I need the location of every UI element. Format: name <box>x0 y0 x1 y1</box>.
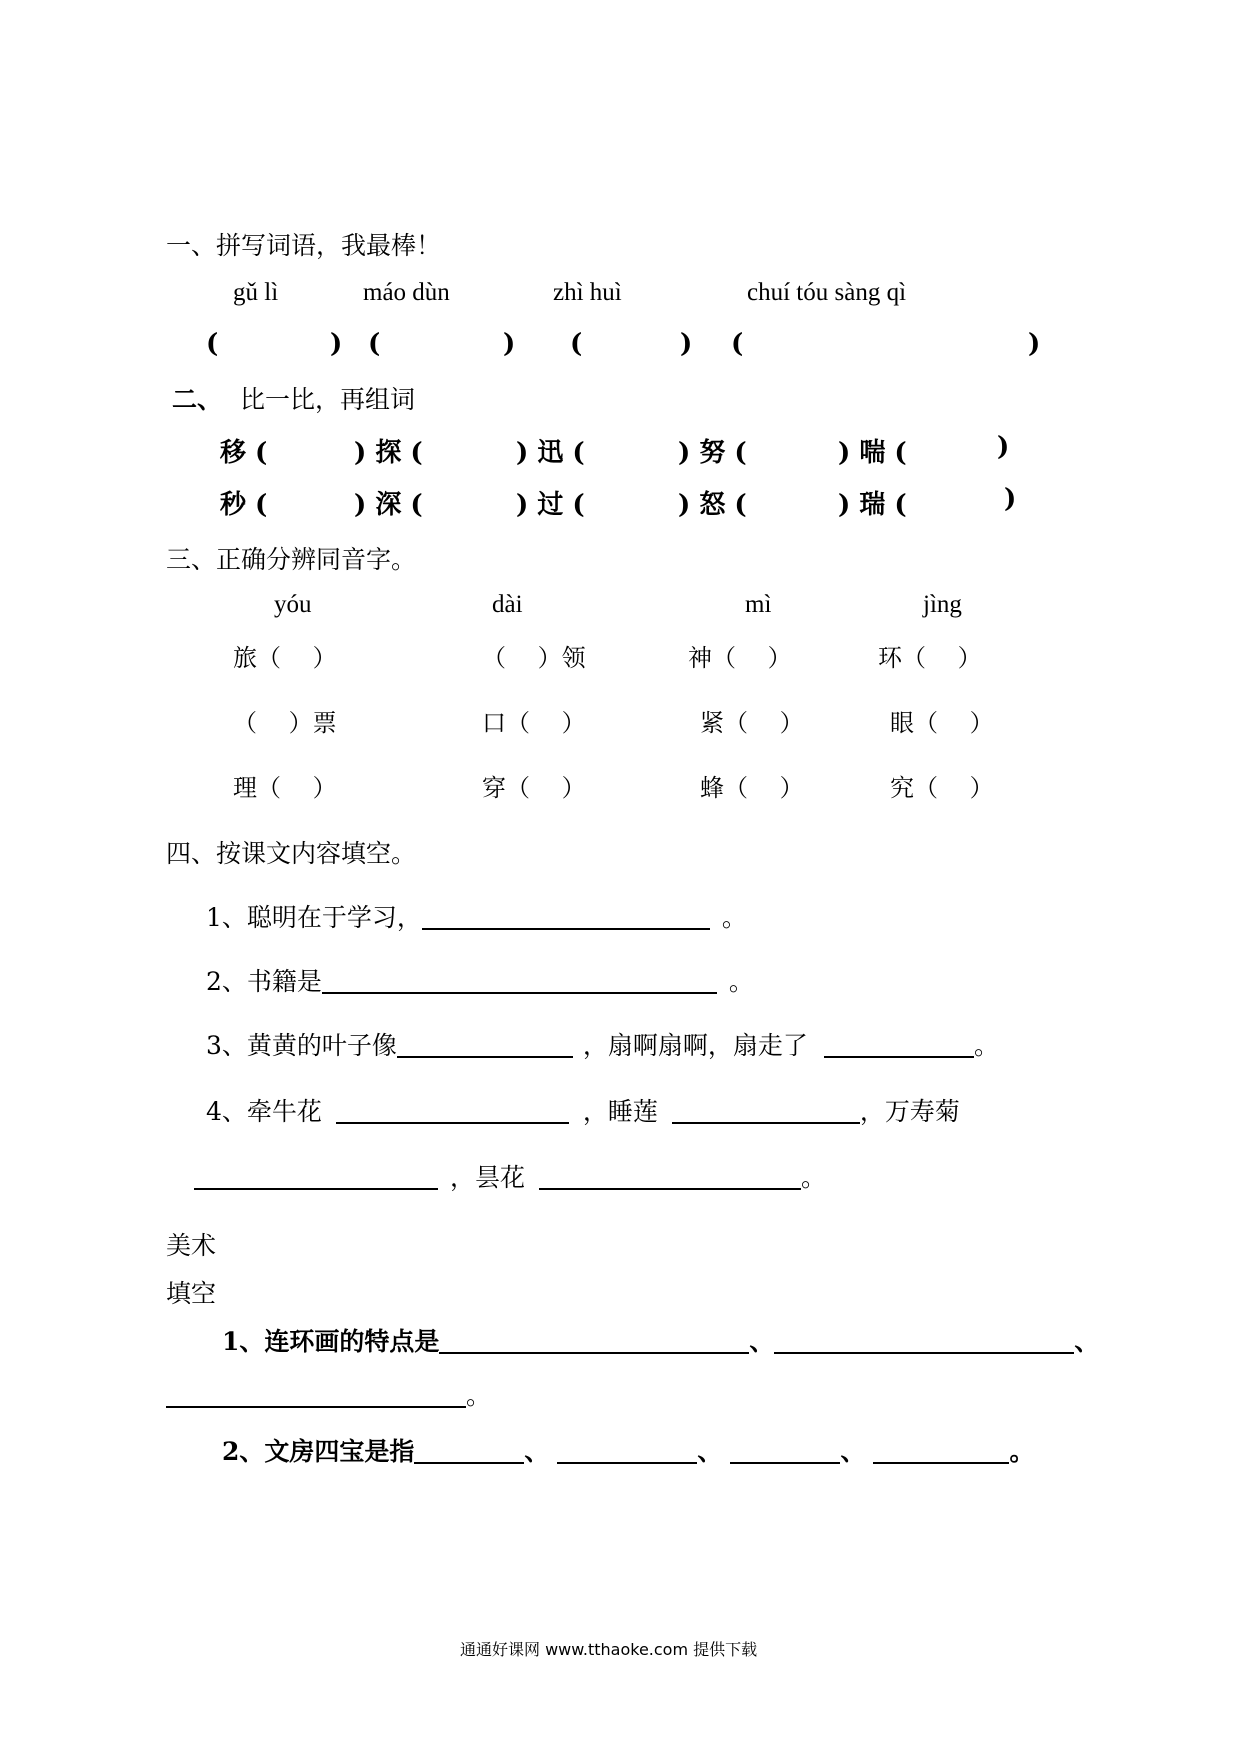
fill-question-4-text-d: ，昙花 <box>450 1163 526 1192</box>
compare-1-4: ) 努 ( <box>678 438 747 468</box>
art-question-2 <box>222 1432 1034 1468</box>
paren-close-2: ) <box>503 329 516 359</box>
page-footer: 通通好课网 www.tthaoke.com 提供下载 <box>460 1640 758 1659</box>
section-3-heading: 三、正确分辨同音字。 <box>166 545 417 574</box>
compare-1-2: ) 探 ( <box>354 438 423 468</box>
fill-question-3-text-b: ，扇啊扇啊，扇走了 <box>582 1031 808 1060</box>
homophone-3-1: 神（ ） <box>688 644 792 672</box>
answer-blank[interactable] <box>194 1162 438 1190</box>
compare-1-5: ) 喘 ( <box>838 438 907 468</box>
paren-close-3: ) <box>680 329 693 359</box>
paren-open-4: ( <box>731 329 744 359</box>
fill-question-2 <box>206 962 754 998</box>
homophone-1-1: 旅（ ） <box>233 644 337 672</box>
answer-blank[interactable] <box>422 902 710 930</box>
homophone-2-2: 口（ ） <box>482 709 586 737</box>
homophone-pinyin-1: yóu <box>274 591 312 618</box>
section-2-heading: 比一比，再组词 <box>240 385 416 414</box>
homophone-4-1: 环（ ） <box>878 644 982 672</box>
answer-blank[interactable] <box>539 1162 801 1190</box>
art-question-2-text: 2、文房四宝是指 <box>222 1437 415 1466</box>
pinyin-4: chuí tóu sàng qì <box>747 279 907 306</box>
compare-1-6: ) <box>997 432 1010 462</box>
homophone-4-3: 究（ ） <box>890 774 994 802</box>
answer-blank[interactable] <box>397 1030 573 1058</box>
fill-question-1 <box>206 898 747 934</box>
homophone-3-3: 蜂（ ） <box>700 774 804 802</box>
art-question-1 <box>222 1322 1099 1358</box>
fill-question-1-end: 。 <box>721 903 747 932</box>
art-question-1-end: 。 <box>466 1381 492 1410</box>
answer-blank[interactable] <box>414 1436 524 1464</box>
answer-blank[interactable] <box>774 1326 1074 1354</box>
paren-open-1: ( <box>206 329 219 359</box>
fill-question-4-end: 。 <box>801 1163 827 1192</box>
fill-question-3-text-a: 3、黄黄的叶子像 <box>206 1031 397 1060</box>
homophone-1-2: （ ）票 <box>233 709 337 737</box>
fill-question-2-end: 。 <box>728 967 754 996</box>
fill-question-4-text-c: ，万寿菊 <box>859 1097 960 1126</box>
section-2-number: 二、 <box>172 385 223 414</box>
answer-blank[interactable] <box>730 1436 840 1464</box>
fill-question-3 <box>206 1026 999 1062</box>
homophone-2-1: （ ）领 <box>482 644 586 672</box>
paren-open-2: ( <box>368 329 381 359</box>
art-separator: 、 <box>697 1437 723 1466</box>
art-question-1-text: 1、连环画的特点是 <box>222 1327 440 1356</box>
compare-2-1: 秒 ( <box>220 490 268 520</box>
answer-blank[interactable] <box>557 1436 697 1464</box>
homophone-pinyin-4: jìng <box>923 591 962 618</box>
homophone-pinyin-3: mì <box>745 591 772 618</box>
section-4-heading: 四、按课文内容填空。 <box>166 839 417 868</box>
fill-question-4-text-a: 4、牵牛花 <box>206 1097 322 1126</box>
art-separator: 、 <box>749 1327 775 1356</box>
answer-blank[interactable] <box>824 1030 974 1058</box>
answer-blank[interactable] <box>336 1096 569 1124</box>
fill-question-4-cont <box>194 1158 826 1194</box>
art-question-1-cont <box>166 1376 491 1412</box>
fill-question-4 <box>206 1092 960 1128</box>
answer-blank[interactable] <box>439 1326 749 1354</box>
compare-2-2: ) 深 ( <box>354 490 423 520</box>
answer-blank[interactable] <box>166 1380 466 1408</box>
fill-question-2-text: 2、书籍是 <box>206 967 322 996</box>
compare-2-4: ) 怒 ( <box>678 490 747 520</box>
homophone-2-3: 穿（ ） <box>482 774 586 802</box>
pinyin-2: máo dùn <box>363 279 450 306</box>
art-separator: 、 <box>524 1437 550 1466</box>
art-title: 美术 <box>166 1231 217 1260</box>
answer-blank[interactable] <box>873 1436 1009 1464</box>
homophone-4-2: 眼（ ） <box>890 709 994 737</box>
paren-close-1: ) <box>330 329 343 359</box>
answer-blank[interactable] <box>672 1096 860 1124</box>
compare-2-5: ) 瑞 ( <box>838 490 907 520</box>
compare-1-3: ) 迅 ( <box>516 438 585 468</box>
pinyin-3: zhì huì <box>553 279 622 306</box>
compare-2-6: ) <box>1004 484 1017 514</box>
art-subtitle: 填空 <box>166 1279 217 1308</box>
art-question-2-end: 。 <box>1009 1437 1035 1466</box>
compare-1-1: 移 ( <box>220 438 268 468</box>
paren-close-4: ) <box>1028 329 1041 359</box>
fill-question-4-text-b: ，睡莲 <box>582 1097 658 1126</box>
art-separator: 、 <box>840 1437 866 1466</box>
answer-blank[interactable] <box>322 966 717 994</box>
fill-question-1-text: 1、聪明在于学习， <box>206 903 422 932</box>
section-1-heading: 一、拼写词语，我最棒！ <box>166 231 442 260</box>
art-separator: 、 <box>1074 1327 1100 1356</box>
homophone-pinyin-2: dài <box>492 591 523 618</box>
homophone-3-2: 紧（ ） <box>700 709 804 737</box>
paren-open-3: ( <box>570 329 583 359</box>
pinyin-1: gǔ lì <box>233 279 279 306</box>
compare-2-3: ) 过 ( <box>516 490 585 520</box>
fill-question-3-end: 。 <box>973 1031 999 1060</box>
homophone-1-3: 理（ ） <box>233 774 337 802</box>
